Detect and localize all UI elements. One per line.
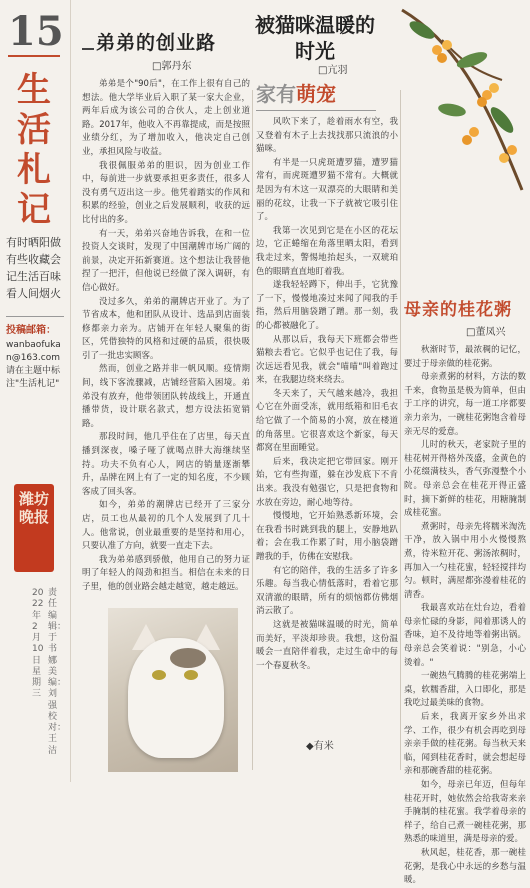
article1-paragraph: 我很佩服弟弟的胆识，因为创业工作中，每前进一步就要承担更多责任，很多人没有勇气迈出这一步。他凭着踏实的作风和积累的经验，创业之后发展顺利，收获的远比付出的多。	[82, 160, 250, 225]
column-label-rule	[256, 110, 376, 111]
article3-paragraph: 后来，我离开家乡外出求学、工作，很少有机会再吃到母亲亲手做的桂花粥。每当秋天来临，闻到桂花香时，就会想起母亲和那碗香甜的桂花粥。	[404, 712, 526, 777]
article3-body	[404, 344, 526, 888]
article1-paragraph: 弟弟是个"90后"，在工作上很有自己的想法。他大学毕业后入职了某一家大企业，两年后成为该公司的合伙人，走上创业道路。2017年，他收入不再靠提成，而是按照业绩分红，为了增加收入，他决定自己创业，承担风险与收益。	[82, 79, 250, 157]
article2-paragraph: 从那以后，我每天下班都会带些猫粮去看它。它似乎也记住了我，每次远远看见我，就会"喵喵"叫着跑过来，在我腿边绕来绕去。	[256, 334, 398, 386]
section-title: 生活札记	[17, 70, 51, 231]
contribution-email: wanbaofukan@163.com	[6, 339, 61, 363]
newspaper-seal	[14, 484, 54, 572]
article1-paragraph: 我为弟弟感到骄傲，他用自己的努力证明了年轻人的闯劲和担当。相信在未来的日子里，他的创业路会越走越宽，越走越远。	[82, 554, 250, 592]
cat-head-patch	[170, 648, 206, 668]
article3-paragraph: 儿时的秋天，老家院子里的桂花树开得格外茂盛，金黄色的小花缀满枝头，香气弥漫整个小院。母亲总会在桂花开得正盛时，摘下新鲜的桂花，用糖腌制成桂花蜜。	[404, 440, 526, 519]
article2-paragraph: 风吹下来了，趁着雨水有空，我又登着有木子上去找找那只流浪的小猫咪。	[256, 117, 398, 155]
contribution-info	[6, 324, 66, 391]
contribution-label: 投稿邮箱：	[6, 325, 56, 336]
description-divider	[6, 316, 64, 317]
contribution-note: 请在主题中标注"生活札记"	[6, 365, 61, 389]
article3-paragraph: 煮粥时，母亲先将糯米淘洗干净，放入锅中用小火慢慢熬煮，待米粒开花、粥汤浓稠时，再加入一勺桂花蜜，轻轻搅拌均匀。顿时，满屋都弥漫着桂花的清香。	[404, 521, 526, 600]
article3-paragraph: 母亲煮粥的材料，方法的数千来，食物虽是极为简单，但由于工序的讲究，每一道工序都要亲力亲为，一碗桂花粥饱含着母亲无尽的爱意。	[404, 372, 526, 437]
article3-title: 母亲的桂花粥	[404, 300, 512, 320]
article3-paragraph: 秋风起，桂花香，那一碗桂花粥，是我心中永远的乡愁与温暖。	[404, 847, 526, 886]
column-label	[256, 84, 336, 104]
article3-paragraph: 我最喜欢站在灶台边，看着母亲忙碌的身影，闻着那诱人的香味，迫不及待地等着粥出锅。母亲总会笑着说："别急，小心烫着。"	[404, 603, 526, 668]
editor-credits: 责任编辑：于书娜 美编：刘强 校对：王洁	[48, 588, 67, 756]
article1-title: 弟弟的创业路	[96, 32, 217, 54]
article2-title: 被猫咪温暖的时光	[255, 13, 375, 63]
article2-paragraph: 有它的陪伴，我的生活多了许多乐趣。每当我心情低落时，看着它那双清澈的眼睛，所有的烦恼都仿佛烟消云散了。	[256, 565, 398, 617]
article1-paragraph: 没过多久，弟弟的潮牌店开业了。为了节省成本，他和团队从设计、选品到店面装修都亲力亲为。店铺开在年轻人聚集的街区，凭借独特的风格和过硬的品质，很快吸引了一批忠实顾客。	[82, 296, 250, 361]
article2-paragraph: 冬天来了，天气越来越冷，我担心它在外面受冻，就用纸箱和旧毛衣给它做了一个简易的小窝，放在楼道的角落里。它很喜欢这个新家，每天都窝在里面睡觉。	[256, 388, 398, 454]
cat-eye-right	[184, 670, 198, 680]
article2-paragraph: 后来，我决定把它带回家。刚开始，它有些拘谨，躲在沙发底下不肯出来。我没有勉强它，只是把食物和水放在旁边，耐心地等待。	[256, 456, 398, 508]
article3-paragraph: 如今，母亲已年迈，但每年桂花开时，她依然会给我寄来亲手腌制的桂花蜜。我学着母亲的样子，给自己煮一碗桂花粥，那熟悉的味道里，满是母亲的爱。	[404, 780, 526, 845]
cat-photo	[108, 608, 238, 772]
page-number-rule	[8, 55, 60, 57]
article2-author: □亢羽	[318, 65, 348, 76]
page-number: 15	[8, 8, 64, 55]
article2-paragraph: 我第一次见到它是在小区的花坛边，它正蜷缩在角落里晒太阳，看到我走过来，警惕地抬起头，一双琥珀色的眼睛直直地盯着我。	[256, 225, 398, 277]
article1-body	[82, 78, 250, 595]
section-sidebar	[0, 0, 71, 782]
cat-eye-left	[152, 670, 166, 680]
article2-paragraph: 有半是一只虎斑遭罗猫，遭罗猫常有，而虎斑遭罗猫不常有。大概就是因为有木这一双漂亮的大眼睛和美丽的花纹，让我一下子就被它吸引住了。	[256, 157, 398, 223]
article2-paragraph: 遂我轻轻蹲下，伸出手，它犹豫了一下，慢慢地凑过来闻了闻我的手指，然后用脑袋蹭了蹭。那一刻，我的心都被融化了。	[256, 280, 398, 331]
article1-paragraph: 那段时间，他几乎住在了店里，每天直播到深夜，嗓子哑了就喝点胖大海继续坚持。功夫不负有心人，网店的销量逐渐攀升，品牌在网上有了一定的知名度，不少顾客成了回头客。	[82, 432, 250, 497]
section-description: 有时晒阳做有些收藏会记生活百味看人间烟火	[6, 236, 61, 301]
article1-title-rule	[82, 48, 94, 50]
column-label-accent: 家有	[256, 82, 296, 106]
osmanthus-flower-illustration	[392, 0, 530, 200]
article1-paragraph: 有一天，弟弟兴奋地告诉我，在和一位投资人交谈时，发现了中国潮牌市场广阔的前景，决定开拓新赛道。这个想法让我替他捏了一把汗，但他说已经做了深入调研，有信心做好。	[82, 228, 250, 293]
article1-author: □郭丹东	[152, 61, 192, 72]
article3-paragraph: 一碗热气腾腾的桂花粥端上桌，软糯香甜，入口即化，那是我吃过最美味的食物。	[404, 671, 526, 709]
column-divider-1	[252, 90, 253, 770]
article3-paragraph: 秋渐时节，最浓稠的记忆，要过于母亲做的桂花粥。	[404, 345, 526, 369]
article1-paragraph: 如今，弟弟的潮牌店已经开了三家分店，员工也从最初的几个人发展到了几十人。他常说，创业最重要的是坚持和用心，只要认准了方向，就要一直走下去。	[82, 500, 250, 552]
article2-body	[256, 116, 398, 673]
issue-date: 2022年2月10日星期三	[32, 588, 44, 700]
article2-paragraph: 这就是被猫咪温暖的时光，简单而美好，平淡却珍贵。我想，这份温暖会一直陪伴着我，走过生命中的每一个春夏秋冬。	[256, 619, 398, 671]
article3-author: □董凤兴	[466, 327, 506, 338]
article2-signature: ◆有米	[306, 741, 334, 752]
article2-paragraph: 慢慢地，它开始熟悉新环境，会在我看书时跳到我的腿上，安静地趴着；会在我工作累了时，用小脑袋蹭蹭我的手，仿佛在安慰我。	[256, 511, 398, 562]
seal-text: 潍坊晚报	[18, 490, 49, 527]
article1-paragraph: 然而，创业之路并非一帆风顺。疫情期间，线下客流骤减，店铺经营陷入困境。弟弟没有放弃，他带领团队转战线上，开通直播带货，设计联名款式，想方设法拓宽销路。	[82, 364, 250, 429]
column-label-main: 萌宠	[296, 82, 336, 106]
